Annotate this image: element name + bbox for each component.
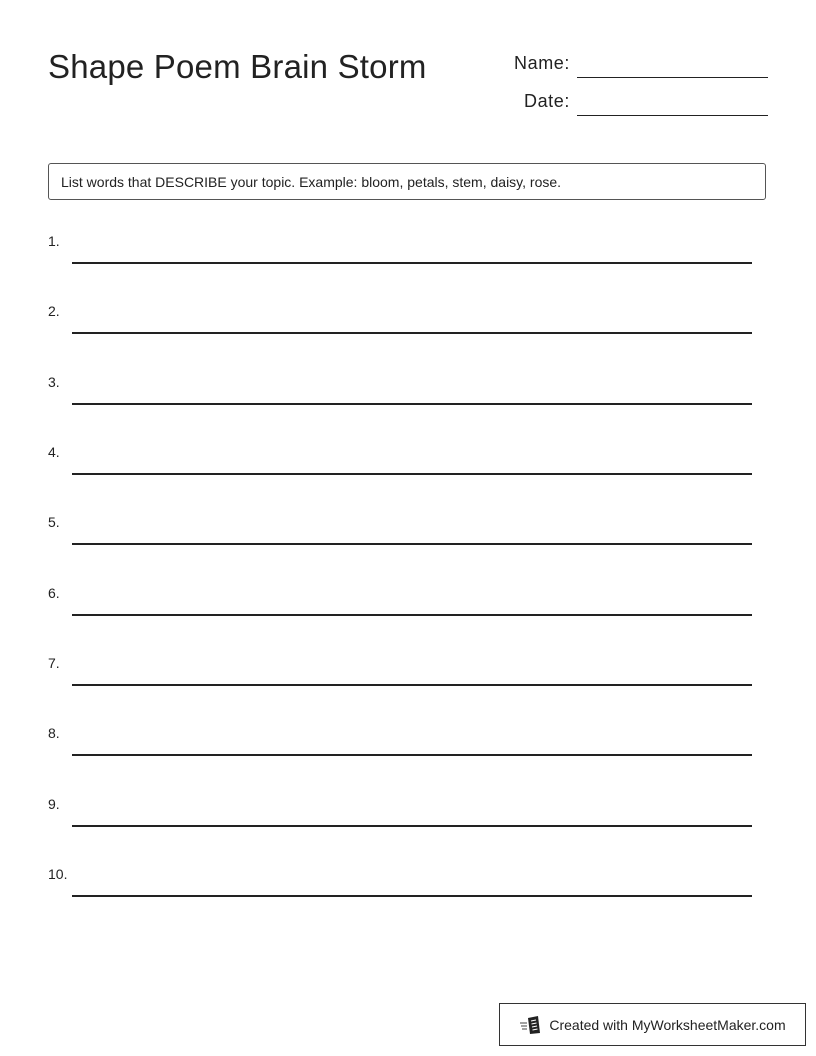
- item-number: 5.: [48, 514, 60, 530]
- worksheet-maker-logo-icon: [519, 1015, 543, 1035]
- answer-line[interactable]: [72, 262, 752, 264]
- item-number: 2.: [48, 303, 60, 319]
- footer-credit-text: Created with MyWorksheetMaker.com: [549, 1016, 786, 1033]
- answer-line[interactable]: [72, 895, 752, 897]
- list-item[interactable]: [48, 585, 752, 625]
- answer-line[interactable]: [72, 403, 752, 405]
- item-number: 6.: [48, 585, 60, 601]
- date-field[interactable]: [490, 86, 768, 116]
- answer-line[interactable]: [72, 473, 752, 475]
- item-number: 7.: [48, 655, 60, 671]
- item-number: 4.: [48, 444, 60, 460]
- list-item[interactable]: [48, 444, 752, 484]
- list-item[interactable]: [48, 374, 752, 414]
- answer-line[interactable]: [72, 614, 752, 616]
- worksheet-title: Shape Poem Brain Storm: [48, 48, 427, 85]
- list-item[interactable]: [48, 866, 752, 906]
- name-field[interactable]: [490, 48, 768, 78]
- instruction-box: List words that DESCRIBE your topic. Example: bloom, petals, stem, daisy, rose.: [48, 163, 766, 200]
- answer-line[interactable]: [72, 543, 752, 545]
- item-number: 1.: [48, 233, 60, 249]
- item-number: 9.: [48, 796, 60, 812]
- answer-line[interactable]: [72, 684, 752, 686]
- name-line[interactable]: [577, 77, 768, 78]
- answer-line[interactable]: [72, 825, 752, 827]
- list-item[interactable]: [48, 725, 752, 765]
- name-label: Name:: [513, 53, 570, 73]
- list-item[interactable]: [48, 514, 752, 554]
- item-number: 3.: [48, 374, 60, 390]
- date-line[interactable]: [577, 115, 768, 116]
- date-label: Date:: [523, 91, 570, 111]
- list-item[interactable]: [48, 655, 752, 695]
- item-number: 10.: [48, 866, 68, 882]
- answer-line[interactable]: [72, 332, 752, 334]
- list-item[interactable]: [48, 233, 752, 273]
- item-number: 8.: [48, 725, 60, 741]
- answer-line[interactable]: [72, 754, 752, 756]
- list-item[interactable]: [48, 303, 752, 343]
- list-item[interactable]: [48, 796, 752, 836]
- footer-credit-badge[interactable]: [499, 1003, 806, 1046]
